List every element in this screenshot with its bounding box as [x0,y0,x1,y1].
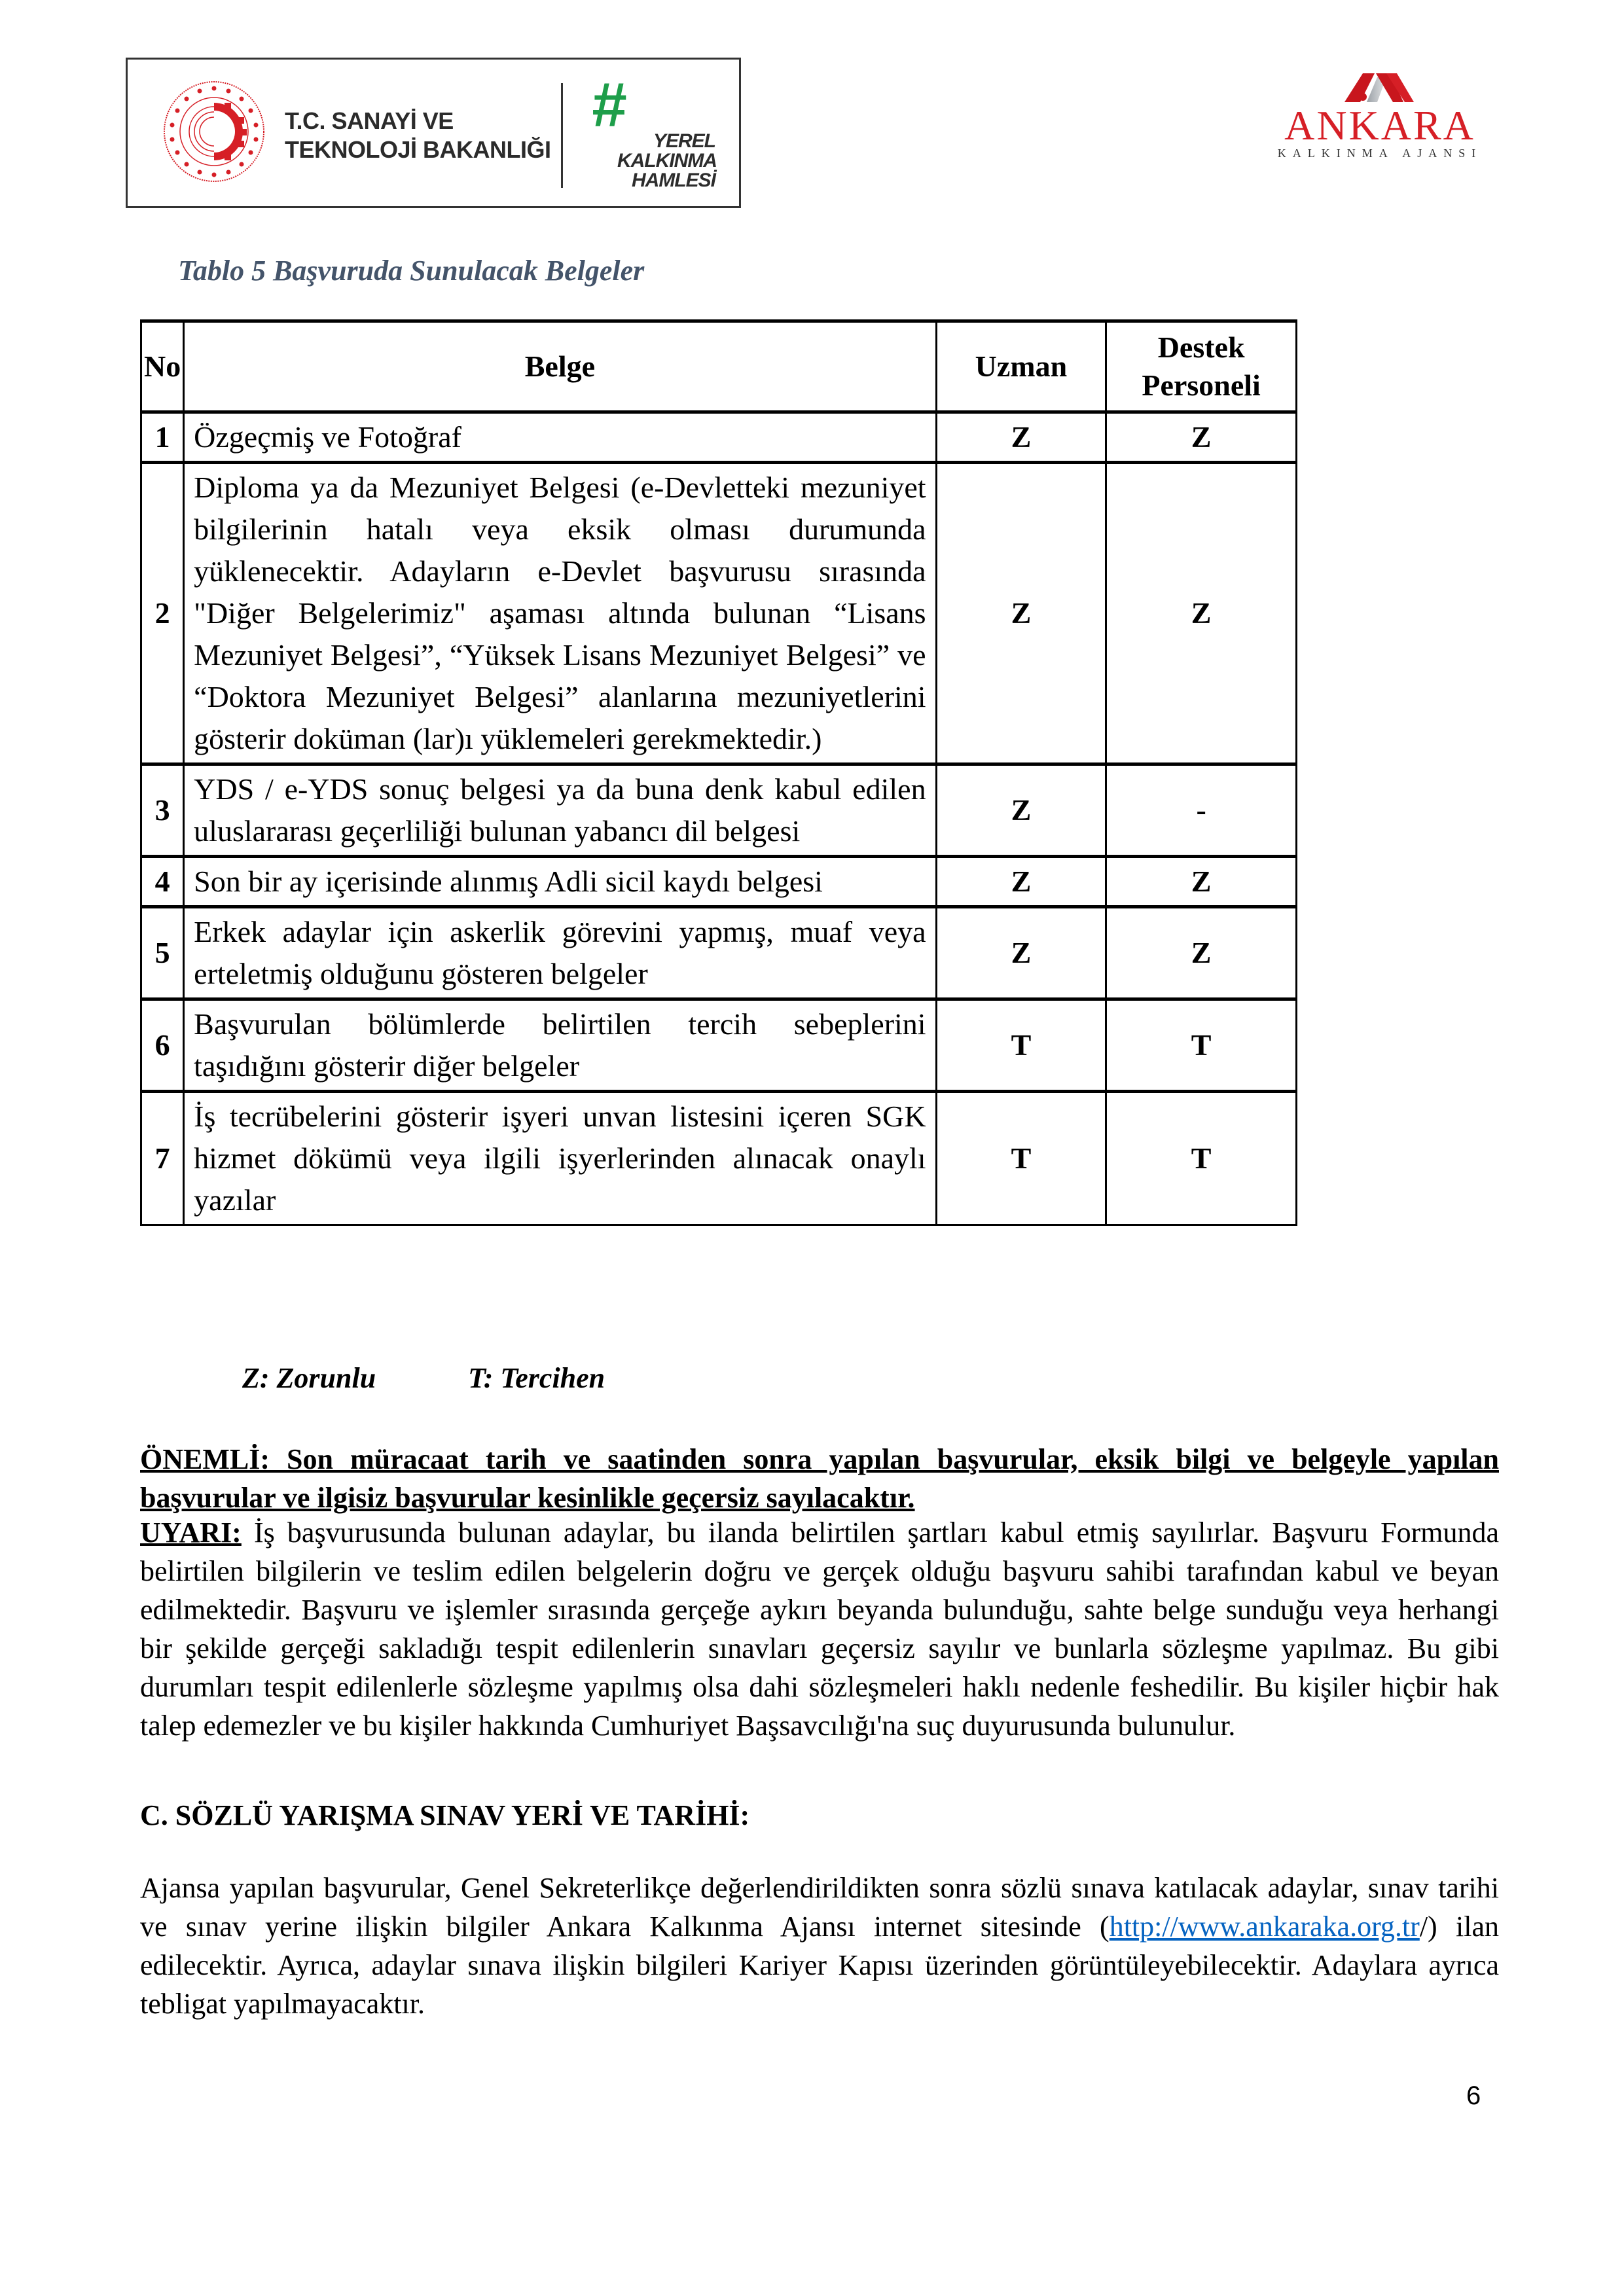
campaign-line2: KALKINMA [617,150,717,171]
table-legend [242,1361,690,1395]
table-row [141,857,1297,907]
header-divider [561,83,563,188]
section-title: C. SÖZLÜ YARIŞMA SINAV YERİ VE TARİHİ: [140,1799,750,1831]
section-paragraph [140,1869,1499,2023]
row-no: 6 [141,999,184,1092]
agency-name: ANKARA [1284,102,1475,149]
table-row [141,907,1297,999]
important-notice [140,1440,1499,1517]
warning-paragraph [140,1513,1499,1745]
row-no: 1 [141,412,184,463]
row-belge: İş tecrübelerini gösterir işyeri unvan listesini içeren SGK hizmet dökümü veya ilgili işyerlerinden alınacak onaylı yazılar [184,1092,936,1225]
table-row [141,1092,1297,1225]
ministry-name [285,107,551,164]
agency-website-link[interactable]: http://www.ankaraka.org.tr [1109,1910,1420,1943]
table-row [141,999,1297,1092]
documents-table [140,319,1297,1226]
row-destek: Z [1106,857,1297,907]
table-row [141,412,1297,463]
row-destek: - [1106,764,1297,857]
row-belge: Özgeçmiş ve Fotoğraf [184,412,936,463]
campaign-line3: HAMLESİ [632,170,715,191]
header-destek-personeli: Destek Personeli [1106,321,1297,412]
ministry-name-line2: TEKNOLOJİ BAKANLIĞI [285,136,551,163]
row-uzman: Z [936,907,1106,999]
row-uzman: Z [936,412,1106,463]
row-belge: Erkek adaylar için askerlik görevini yapmış, muaf veya erteletmiş olduğunu gösteren belgeler [184,907,936,999]
section-text-after-link: /) ilan edilecektir. Ayrıca, adaylar sınava ilişkin bilgileri Kariyer Kapısı üzerinden görüntüleyebilecektir. Adaylara ayrıca tebligat yapılmayacaktır. [140,1910,1499,2020]
row-destek: T [1106,999,1297,1092]
ministry-logo-box [126,58,741,208]
page-number: 6 [1466,2081,1481,2110]
row-no: 2 [141,463,184,764]
table-row [141,764,1297,857]
header-belge: Belge [184,321,936,412]
row-uzman: T [936,999,1106,1092]
legend-zorunlu: Z: Zorunlu [242,1362,376,1394]
row-uzman: Z [936,764,1106,857]
row-destek: T [1106,1092,1297,1225]
table-header-row [141,321,1297,412]
table-row [141,463,1297,764]
hashtag-icon: # [591,70,626,140]
agency-subtitle: KALKINMA AJANSI [1277,147,1483,160]
header-uzman: Uzman [936,321,1106,412]
row-no: 3 [141,764,184,857]
ministry-emblem-icon [162,79,266,184]
row-destek: Z [1106,463,1297,764]
row-belge: Diploma ya da Mezuniyet Belgesi (e-Devletteki mezuniyet bilgilerinin hatalı veya eksik olması durumunda yüklenecektir. Adayların e-Devlet başvurusu sırasında "Diğer Belgelerimiz" aşaması altında bulunan “Lisans Mezuniyet Belgesi”, “Yüksek Lisans Mezuniyet Belgesi” ve “Doktora Mezuniyet Belgesi” alanlarına mezuniyetlerini gösterir doküman (lar)ı yüklemeleri gerekmektedir.) [184,463,936,764]
row-no: 5 [141,907,184,999]
header-no: No [141,321,184,412]
warning-label: UYARI: [140,1516,242,1549]
warning-text: İş başvurusunda bulunan adaylar, bu ilanda belirtilen şartları kabul etmiş sayılırlar. Başvuru Formunda belirtilen bilgilerin ve teslim edilen belgelerin doğru ve gerçek olduğu başvuru sahibi tarafından kabul ve beyan edilmektedir. Başvuru ve işlemler sırasında gerçeğe aykırı beyanda bulunduğu, sahte belge sunduğu veya herhangi bir şekilde gerçeği sakladığı tespit edilenlerin sınavları geçersiz sayılır ve bunlarla sözleşme yapılmaz. Bu gibi durumları tespit edilenlerle sözleşme yapılmış olsa dahi sözleşmeleri haklı nedenle feshedilir. Bu kişiler hiçbir hak talep edemezler ve bu kişiler hakkında Cumhuriyet Başsavcılığı'na suç duyurusunda bulunulur. [140,1516,1499,1742]
row-uzman: Z [936,463,1106,764]
row-uzman: Z [936,857,1106,907]
row-destek: Z [1106,907,1297,999]
row-belge: Başvurulan bölümlerde belirtilen tercih sebeplerini taşıdığını gösterir diğer belgeler [184,999,936,1092]
campaign-line1: YEREL [653,130,715,152]
row-destek: Z [1106,412,1297,463]
campaign-logo-text [617,132,715,190]
ankara-arch-icon [1341,72,1419,103]
row-no: 4 [141,857,184,907]
ministry-name-line1: T.C. SANAYİ VE [285,107,454,134]
important-text: ÖNEMLİ: Son müracaat tarih ve saatinden sonra yapılan başvurular, eksik bilgi ve belgeyle yapılan başvurular ve ilgisiz başvurular kesinlikle geçersiz sayılacaktır. [140,1443,1499,1514]
row-belge: YDS / e-YDS sonuç belgesi ya da buna denk kabul edilen uluslararası geçerliliği bulunan yabancı dil belgesi [184,764,936,857]
table-caption: Tablo 5 Başvuruda Sunulacak Belgeler [178,255,645,287]
row-belge: Son bir ay içerisinde alınmış Adli sicil kaydı belgesi [184,857,936,907]
ankara-agency-logo [1275,72,1485,177]
row-uzman: T [936,1092,1106,1225]
row-no: 7 [141,1092,184,1225]
legend-tercihen: T: Tercihen [468,1362,605,1394]
section-text-before-link: Ajansa yapılan başvurular, Genel Sekreterlikçe değerlendirildikten sonra sözlü sınava katılacak adaylar, sınav tarihi ve sınav yerine ilişkin bilgiler Ankara Kalkınma Ajansı internet sitesinde ( [140,1872,1499,1943]
